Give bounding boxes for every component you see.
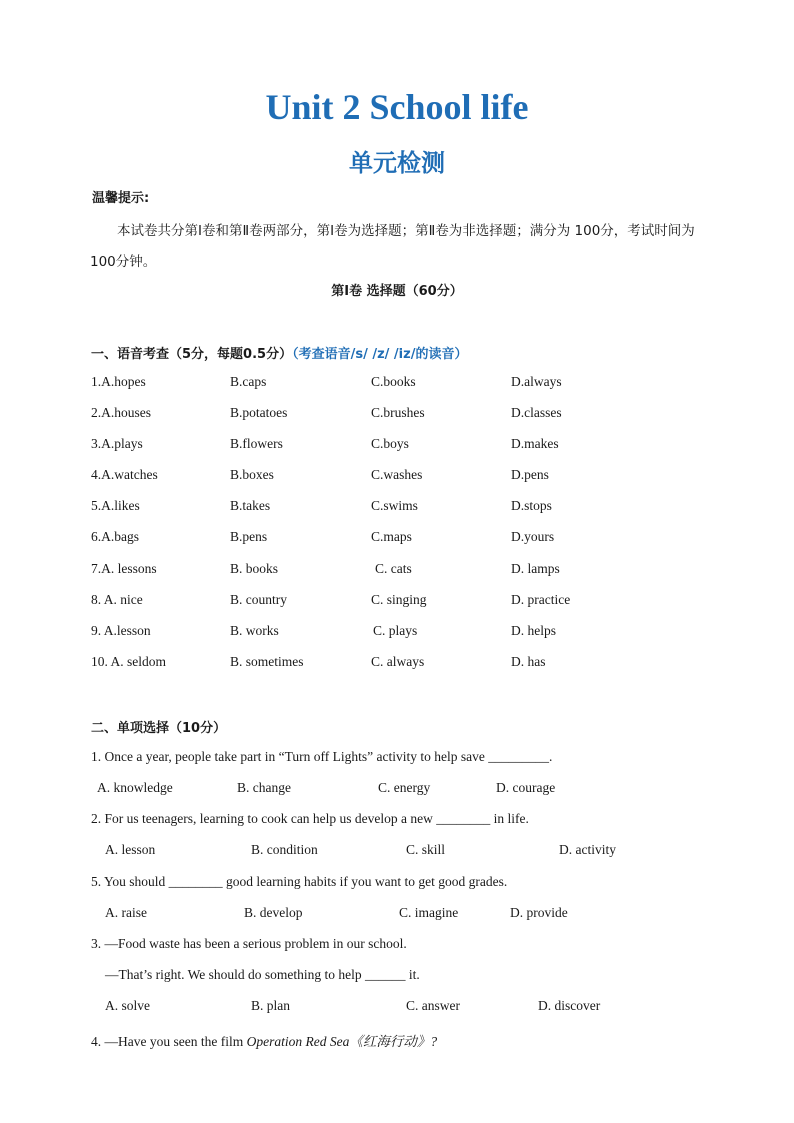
- option-a: A. raise: [105, 905, 147, 920]
- option-d: D. has: [511, 654, 546, 669]
- question-3-line-2: —That’s right. We should do something to help ______ it.: [105, 967, 420, 982]
- option-b: B.caps: [230, 374, 267, 389]
- option-d: D. discover: [538, 998, 601, 1013]
- option-c: C. answer: [406, 998, 460, 1013]
- question-2: 2. For us teenagers, learning to cook can help us develop a new ________ in life.: [91, 811, 529, 826]
- option-d: D.yours: [511, 529, 555, 544]
- tips-label: 温馨提示:: [92, 191, 150, 206]
- option-b: B. change: [237, 780, 291, 795]
- section-two-title: 二、单项选择（10分）: [91, 721, 227, 736]
- option-a: A. solve: [105, 998, 150, 1013]
- option-b: B.potatoes: [230, 405, 288, 420]
- option-a: 2.A.houses: [91, 405, 151, 420]
- option-c: C. energy: [378, 780, 431, 795]
- option-b: B. plan: [251, 998, 290, 1013]
- option-b: B.flowers: [230, 436, 283, 451]
- option-a: 8. A. nice: [91, 592, 143, 607]
- page-title: Unit 2 School life: [265, 87, 529, 127]
- option-d: D.classes: [511, 405, 562, 420]
- question-1-options: [0, 780, 794, 800]
- option-a: 6.A.bags: [91, 529, 139, 544]
- option-d: D. provide: [510, 905, 568, 920]
- option-c: C.books: [371, 374, 416, 389]
- option-c: C. skill: [406, 842, 446, 857]
- option-a: 4.A.watches: [91, 467, 158, 482]
- question-5-options: [0, 905, 794, 925]
- option-d: D. activity: [559, 842, 616, 857]
- option-d: D. helps: [511, 623, 556, 638]
- option-a: 7.A. lessons: [91, 561, 157, 576]
- phonetic-row: [0, 654, 794, 674]
- option-b: B.takes: [230, 498, 271, 513]
- tips-body: 本试卷共分第Ⅰ卷和第Ⅱ卷两部分，第Ⅰ卷为选择题；第Ⅱ卷为非选择题；满分为 100分，考试时间为 100分钟。: [90, 223, 695, 270]
- option-c: C.maps: [371, 529, 412, 544]
- phonetic-row: [0, 405, 794, 425]
- option-c: C.brushes: [371, 405, 425, 420]
- phonetic-row: [0, 467, 794, 487]
- option-a: 5.A.likes: [91, 498, 140, 513]
- part-one-title: 第Ⅰ卷 选择题（60分）: [331, 284, 463, 299]
- option-d: D. courage: [496, 780, 556, 795]
- option-a: 3.A.plays: [91, 436, 143, 451]
- option-c: C.washes: [371, 467, 423, 482]
- option-a: 10. A. seldom: [91, 654, 167, 669]
- option-c: C. plays: [373, 623, 418, 638]
- option-c: C. imagine: [399, 905, 459, 920]
- question-4-prefix: 4. —Have you seen the film: [91, 1034, 247, 1049]
- phonetic-row: [0, 498, 794, 518]
- option-d: D. practice: [511, 592, 571, 607]
- option-d: D.always: [511, 374, 562, 389]
- option-a: A. lesson: [105, 842, 156, 857]
- option-b: B.pens: [230, 529, 268, 544]
- page-subtitle: 单元检测: [349, 149, 445, 177]
- phonetic-row: [0, 529, 794, 549]
- section-one-hint: （考查语音/s/ /z/ /iz/的读音）: [292, 347, 468, 362]
- option-d: D. lamps: [511, 561, 560, 576]
- question-3-line-1: 3. —Food waste has been a serious problem in our school.: [91, 936, 407, 951]
- question-5: 5. You should ________ good learning habits if you want to get good grades.: [91, 874, 508, 889]
- phonetic-row: [0, 374, 794, 394]
- option-c: C. always: [371, 654, 425, 669]
- question-4: [91, 1030, 437, 1050]
- phonetic-row: [0, 592, 794, 612]
- option-c: C.swims: [371, 498, 418, 513]
- section-one-heading: [91, 343, 467, 362]
- question-2-options: [0, 842, 794, 862]
- option-a: 1.A.hopes: [91, 374, 146, 389]
- option-b: B. develop: [244, 905, 303, 920]
- question-4-film-title: Operation Red Sea: [246, 1034, 350, 1049]
- phonetic-row: [0, 561, 794, 581]
- phonetic-row: [0, 623, 794, 643]
- option-b: B. sometimes: [230, 654, 304, 669]
- option-b: B. books: [230, 561, 279, 576]
- question-3-options: [0, 998, 794, 1018]
- phonetic-row: [0, 436, 794, 456]
- option-d: D.makes: [511, 436, 559, 451]
- option-a: A. knowledge: [97, 780, 173, 795]
- option-a: 9. A.lesson: [91, 623, 151, 638]
- question-1: 1. Once a year, people take part in “Turn off Lights” activity to help save _________.: [91, 749, 553, 764]
- option-d: D.pens: [511, 467, 549, 482]
- option-d: D.stops: [511, 498, 552, 513]
- option-b: B.boxes: [230, 467, 274, 482]
- question-4-suffix: 《红海行动》?: [349, 1034, 438, 1049]
- option-b: B. condition: [251, 842, 318, 857]
- option-b: B. works: [230, 623, 279, 638]
- option-c: C. cats: [375, 561, 412, 576]
- option-b: B. country: [230, 592, 287, 607]
- section-one-title: 一、语音考查（5分，每题0.5分）: [91, 347, 293, 362]
- option-c: C.boys: [371, 436, 409, 451]
- option-c: C. singing: [371, 592, 427, 607]
